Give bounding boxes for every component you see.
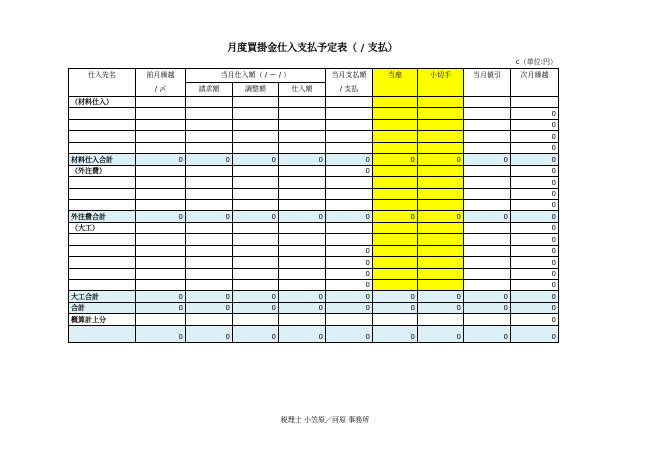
cell-payment [326,177,373,188]
cell-adjustment: 0 [233,211,279,222]
table-row [69,234,559,245]
cell-cheque [418,119,464,130]
cell-checking [373,188,418,199]
cell-next-balance: 0 [511,188,559,199]
cell-checking [373,222,418,233]
cell-billed [186,268,233,279]
cell-next-balance: 0 [511,268,559,279]
cell-cheque [418,131,464,142]
cell-cheque [418,280,464,291]
cell-billed [186,131,233,142]
cell-cheque [418,142,464,153]
cell-discount [464,245,511,256]
cell-prev-balance: 0 [136,325,186,342]
row-label: 大工合計 [69,291,136,302]
cell-billed [186,108,233,119]
header-billed: 請求額 [186,83,233,97]
cell-purchase-amount [279,165,326,176]
cell-cheque [418,188,464,199]
cell-cheque: 0 [418,211,464,222]
cell-checking: 0 [373,325,418,342]
cell-next-balance: 0 [511,302,559,313]
row-label [69,199,136,210]
header-purchases: 当月仕入額（ / ー / ） [186,69,326,83]
cell-adjustment [233,257,279,268]
row-label: 材料仕入合計 [69,154,136,165]
cell-cheque [418,165,464,176]
row-label [69,257,136,268]
header-supplier: 仕入先名 [69,69,136,97]
cell-discount: 0 [464,302,511,313]
cell-prev-balance [136,131,186,142]
cell-payment: 0 [326,280,373,291]
cell-prev-balance: 0 [136,291,186,302]
header-checking: 当座 [373,69,418,97]
cell-purchase-amount: 0 [279,211,326,222]
cell-billed [186,142,233,153]
cell-adjustment [233,108,279,119]
cell-payment: 0 [326,291,373,302]
cell-discount [464,165,511,176]
cell-discount [464,188,511,199]
header-discount: 当月値引 [464,69,511,97]
cell-billed [186,119,233,130]
cell-prev-balance: 0 [136,154,186,165]
table-body [69,97,559,343]
cell-next-balance: 0 [511,325,559,342]
page-title: 月度買掛金仕入支払予定表（ / 支払） [227,43,398,54]
cell-discount [464,108,511,119]
cell-purchase-amount [279,245,326,256]
cell-billed [186,234,233,245]
cell-billed: 0 [186,291,233,302]
cell-discount [464,257,511,268]
cell-purchase-amount [279,314,326,325]
cell-checking: 0 [373,211,418,222]
cell-discount: 0 [464,154,511,165]
cell-adjustment: 0 [233,302,279,313]
cell-next-balance: 0 [511,119,559,130]
header-purchase-amount: 仕入額 [279,83,326,97]
cell-prev-balance [136,188,186,199]
cell-prev-balance [136,119,186,130]
cell-discount [464,199,511,210]
cell-cheque [418,222,464,233]
cell-checking [373,245,418,256]
table-row [69,325,559,342]
row-label [69,234,136,245]
cell-discount [464,177,511,188]
cell-purchase-amount: 0 [279,325,326,342]
table-row [69,280,559,291]
cell-purchase-amount [279,177,326,188]
table-row [69,188,559,199]
header-cheque: 小切手 [418,69,464,97]
table-row [69,199,559,210]
cell-checking [373,199,418,210]
cell-billed: 0 [186,211,233,222]
cell-next-balance: 0 [511,291,559,302]
cell-adjustment [233,165,279,176]
cell-purchase-amount: 0 [279,302,326,313]
cell-next-balance: 0 [511,177,559,188]
table-row [69,302,559,313]
row-label [69,188,136,199]
cell-payment [326,131,373,142]
cell-billed [186,199,233,210]
cell-next-balance: 0 [511,165,559,176]
cell-adjustment [233,188,279,199]
cell-cheque [418,199,464,210]
row-label: 概算計上分 [69,314,136,325]
cell-purchase-amount [279,199,326,210]
cell-payment: 0 [326,154,373,165]
row-label: 合計 [69,302,136,313]
cell-next-balance: 0 [511,222,559,233]
cell-prev-balance: 0 [136,211,186,222]
cell-prev-balance [136,165,186,176]
table-row [69,245,559,256]
table-row [69,314,559,325]
cell-adjustment [233,245,279,256]
header-prev-balance-sub: / 〆 [136,83,186,97]
row-label [69,268,136,279]
cell-billed [186,188,233,199]
cell-billed [186,222,233,233]
cell-next-balance: 0 [511,154,559,165]
cell-next-balance: 0 [511,211,559,222]
cell-checking [373,280,418,291]
cell-purchase-amount [279,108,326,119]
row-label: （大工） [69,222,136,233]
cell-next-balance: 0 [511,234,559,245]
cell-billed: 0 [186,325,233,342]
cell-purchase-amount [279,97,326,108]
row-label [69,177,136,188]
cell-cheque: 0 [418,302,464,313]
cell-adjustment [233,119,279,130]
table-row [69,177,559,188]
table-row [69,131,559,142]
payment-schedule-table [68,68,559,343]
cell-prev-balance [136,97,186,108]
table-row [69,257,559,268]
header-payments-sub: / 支払 [326,83,373,97]
cell-prev-balance [136,314,186,325]
cell-prev-balance [136,234,186,245]
table-row [69,97,559,108]
cell-prev-balance [136,268,186,279]
table-row [69,291,559,302]
cell-prev-balance [136,199,186,210]
cell-prev-balance [136,245,186,256]
cell-billed [186,314,233,325]
cell-checking [373,97,418,108]
cell-billed [186,257,233,268]
cell-discount [464,222,511,233]
unit-note: c（単位:円） [515,58,557,66]
row-label [69,325,136,342]
cell-billed [186,245,233,256]
row-label [69,108,136,119]
cell-billed [186,97,233,108]
cell-adjustment [233,314,279,325]
cell-checking [373,165,418,176]
cell-checking [373,119,418,130]
table-header [69,69,559,97]
footer-office-name: 税理士 小笠原／河原 事務所 [280,416,370,424]
cell-cheque: 0 [418,325,464,342]
cell-payment [326,188,373,199]
cell-payment: 0 [326,302,373,313]
cell-payment: 0 [326,268,373,279]
cell-cheque [418,245,464,256]
cell-cheque [418,177,464,188]
cell-checking [373,314,418,325]
cell-checking: 0 [373,302,418,313]
cell-purchase-amount [279,222,326,233]
cell-prev-balance [136,177,186,188]
cell-next-balance: 0 [511,108,559,119]
cell-adjustment [233,131,279,142]
cell-checking [373,177,418,188]
cell-adjustment [233,177,279,188]
cell-payment [326,97,373,108]
cell-payment: 0 [326,257,373,268]
cell-next-balance: 0 [511,314,559,325]
cell-adjustment: 0 [233,325,279,342]
cell-prev-balance [136,142,186,153]
table-row [69,211,559,222]
cell-adjustment [233,268,279,279]
cell-purchase-amount [279,131,326,142]
cell-discount [464,280,511,291]
header-payments: 当月支払額 [326,69,373,83]
cell-discount: 0 [464,325,511,342]
row-label [69,119,136,130]
cell-payment [326,108,373,119]
header-prev-balance: 前月繰越 [136,69,186,83]
cell-checking [373,142,418,153]
cell-checking [373,108,418,119]
cell-checking [373,257,418,268]
cell-purchase-amount [279,188,326,199]
cell-next-balance: 0 [511,245,559,256]
cell-payment [326,199,373,210]
cell-payment: 0 [326,211,373,222]
row-label [69,142,136,153]
cell-adjustment [233,142,279,153]
cell-prev-balance: 0 [136,302,186,313]
cell-discount [464,268,511,279]
cell-payment [326,234,373,245]
cell-payment [326,119,373,130]
cell-billed: 0 [186,302,233,313]
table-row [69,108,559,119]
cell-discount: 0 [464,291,511,302]
cell-prev-balance [136,222,186,233]
cell-purchase-amount [279,119,326,130]
row-label: （外注費） [69,165,136,176]
cell-payment: 0 [326,325,373,342]
cell-checking: 0 [373,154,418,165]
cell-next-balance: 0 [511,131,559,142]
cell-checking [373,268,418,279]
table-row [69,165,559,176]
cell-cheque [418,257,464,268]
cell-billed [186,177,233,188]
cell-payment [326,222,373,233]
cell-payment: 0 [326,245,373,256]
cell-purchase-amount [279,234,326,245]
header-row-1 [69,69,559,83]
table-row [69,119,559,130]
cell-billed: 0 [186,154,233,165]
cell-cheque [418,108,464,119]
cell-payment [326,142,373,153]
cell-payment [326,314,373,325]
cell-discount [464,97,511,108]
table-row [69,222,559,233]
cell-prev-balance [136,280,186,291]
cell-billed [186,165,233,176]
cell-prev-balance [136,108,186,119]
cell-adjustment [233,199,279,210]
cell-next-balance [511,97,559,108]
cell-discount [464,314,511,325]
cell-purchase-amount [279,257,326,268]
cell-next-balance: 0 [511,199,559,210]
cell-purchase-amount: 0 [279,154,326,165]
table-row [69,268,559,279]
header-adjustment: 調整額 [233,83,279,97]
cell-purchase-amount [279,268,326,279]
cell-cheque: 0 [418,291,464,302]
cell-cheque [418,314,464,325]
row-label [69,131,136,142]
row-label [69,245,136,256]
cell-adjustment [233,234,279,245]
cell-cheque [418,97,464,108]
cell-prev-balance [136,257,186,268]
cell-next-balance: 0 [511,257,559,268]
cell-discount [464,234,511,245]
row-label [69,280,136,291]
cell-purchase-amount [279,280,326,291]
cell-adjustment [233,222,279,233]
cell-billed [186,280,233,291]
cell-discount [464,119,511,130]
cell-adjustment: 0 [233,154,279,165]
cell-discount [464,142,511,153]
cell-cheque: 0 [418,154,464,165]
cell-purchase-amount [279,142,326,153]
cell-adjustment [233,280,279,291]
cell-next-balance: 0 [511,142,559,153]
cell-checking [373,234,418,245]
row-label: （材料仕入） [69,97,136,108]
cell-next-balance: 0 [511,280,559,291]
cell-cheque [418,268,464,279]
row-label: 外注費合計 [69,211,136,222]
header-next-balance: 次月繰越 [511,69,559,97]
cell-adjustment: 0 [233,291,279,302]
cell-discount: 0 [464,211,511,222]
table-row [69,154,559,165]
cell-payment: 0 [326,165,373,176]
cell-checking [373,131,418,142]
cell-adjustment [233,97,279,108]
table-row [69,142,559,153]
cell-discount [464,131,511,142]
cell-purchase-amount: 0 [279,291,326,302]
cell-cheque [418,234,464,245]
cell-checking: 0 [373,291,418,302]
